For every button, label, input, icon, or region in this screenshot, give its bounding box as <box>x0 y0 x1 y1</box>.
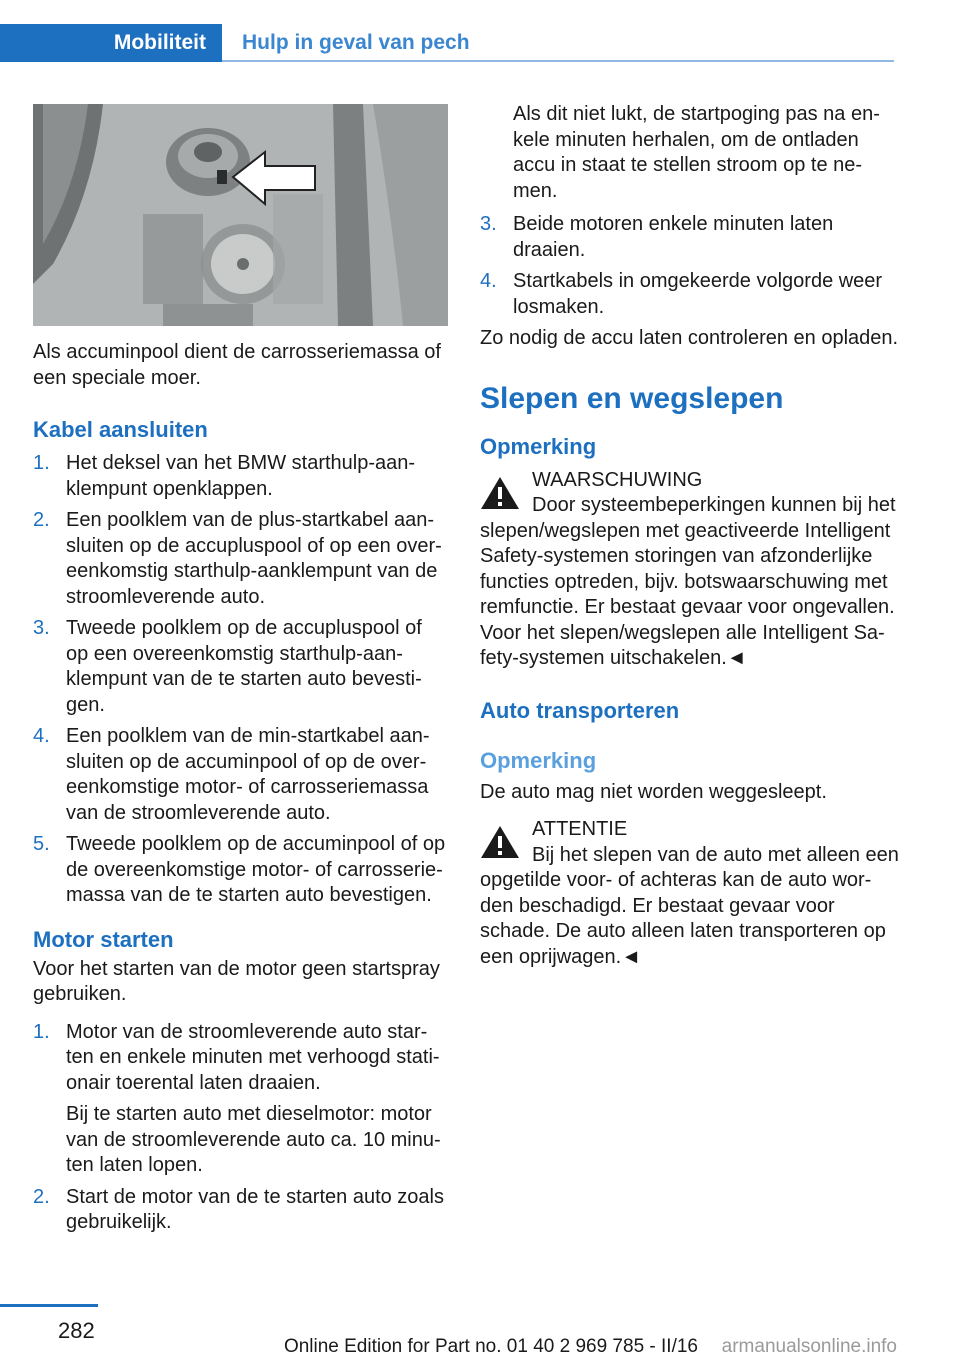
slepen-heading: Slepen en wegslepen <box>480 381 784 415</box>
step-text: Startkabels in omgekeerde volgorde weer losmaken. <box>513 270 883 318</box>
step-text: Het deksel van het BMW starthulp-aan-klempunt openklappen. <box>66 452 416 500</box>
chapter-label: Hulp in geval van pech <box>242 31 470 54</box>
list-item <box>480 212 900 263</box>
chapter-tab[interactable] <box>222 24 470 62</box>
page-header <box>0 0 960 62</box>
kabel-steps-list <box>33 451 448 909</box>
continued-steps-list <box>480 212 900 320</box>
motor-intro: Voor het starten van de motor geen startspray gebruiken. <box>33 957 440 1005</box>
step-text: Beide motoren enkele minuten laten draaien. <box>513 213 834 261</box>
opmerking-heading: Opmerking <box>480 433 597 459</box>
after-steps-text: Zo nodig de accu laten controleren en opladen. <box>480 327 899 349</box>
engine-bay-photo <box>33 104 448 326</box>
list-item <box>33 451 448 502</box>
list-item <box>33 1185 448 1236</box>
transport-text: De auto mag niet worden weggesleept. <box>480 780 827 803</box>
opmerking-subheading: Opmerking <box>480 747 597 773</box>
list-item <box>33 832 448 909</box>
kabel-aansluiten-heading: Kabel aansluiten <box>33 417 208 442</box>
warning-title: WAARSCHUWING <box>532 468 703 491</box>
warning-block <box>480 468 900 672</box>
step-text: Start de motor van de te starten auto zoals gebruikelijk. <box>66 1185 444 1233</box>
list-item <box>33 724 448 826</box>
step-number: 2. <box>33 509 50 531</box>
continued-step-text: Als dit niet lukt, de startpoging pas na en-kele minuten herhalen, om de ontladen accu in staat te stellen stroom op te ne-men. <box>513 103 880 202</box>
step-number: 3. <box>33 617 50 639</box>
warning-triangle-icon <box>480 476 520 510</box>
section-tab[interactable] <box>0 24 222 62</box>
step-number: 5. <box>33 833 50 855</box>
list-item <box>33 616 448 718</box>
step-text: Tweede poolklem op de accuminpool of op de overeenkomstige motor- of carrosserie-massa van de te starten auto bevestigen. <box>66 833 446 906</box>
step-number: 4. <box>480 270 497 292</box>
step-text: Een poolklem van de plus-startkabel aan-sluiten op de accupluspool of op een over-eenkomstig starthulp-aanklempunt van de stroomleverende auto. <box>66 509 442 608</box>
step-subtext: Bij te starten auto met dieselmotor: motor van de stroomleverende auto ca. 10 minu-ten laten lopen. <box>66 1103 441 1176</box>
attention-block <box>480 817 900 970</box>
auto-transporteren-heading: Auto transporteren <box>480 697 680 723</box>
step-number: 4. <box>33 725 50 747</box>
motor-steps-list <box>33 1020 448 1236</box>
attention-text: Bij het slepen van de auto met alleen een opgetilde voor- of achteras kan de auto wor-den beschadigd. Er bestaat gevaar voor schade. De auto alleen laten transporteren op een oprijwagen.◄ <box>480 843 899 968</box>
step-number: 3. <box>480 213 497 235</box>
left-column <box>33 100 448 1242</box>
section-label: Mobiliteit <box>113 31 206 54</box>
list-item <box>33 1020 448 1179</box>
page-number: 282 <box>58 1318 95 1343</box>
motor-starten-heading: Motor starten <box>33 926 174 952</box>
step-text: Een poolklem van de min-startkabel aan-sluiten op de accuminpool of op de over-eenkomstige motor- of carrosseriemassa van de stroomleverende auto. <box>66 725 430 824</box>
step-text: Motor van de stroomleverende auto star-ten en enkele minuten met verhoogd stati-onair toerental laten draaien. <box>66 1020 440 1094</box>
list-item <box>33 508 448 610</box>
watermark-text: armanualsonline.info <box>721 1336 897 1357</box>
step-number: 1. <box>33 452 50 474</box>
warning-text: Door systeembeperkingen kunnen bij het slepen/wegslepen met geactiveerde Intelligent Safety-systemen storingen van afzonderlijke functies optreden, bijv. botswaarschuwing met remfunctie. Er bestaat gevaar voor ongevallen. Voor het slepen/wegslepen alle Intelligent Sa-fety-systemen uitschakelen.◄ <box>480 494 896 669</box>
right-column <box>480 100 900 970</box>
attention-triangle-icon <box>480 825 520 859</box>
footer-accent-bar <box>0 1304 98 1307</box>
engine-bay-illustration <box>33 104 448 326</box>
attention-title: ATTENTIE <box>532 818 628 840</box>
photo-caption: Als accuminpool dient de carrosseriemassa of een speciale moer. <box>33 341 441 389</box>
list-item <box>480 269 900 320</box>
header-divider <box>222 60 894 62</box>
step-number: 2. <box>33 1185 50 1208</box>
step-text: Tweede poolklem op de accupluspool of op een overeenkomstig starthulp-aan-klempunt van de te starten auto bevesti-gen. <box>66 617 422 716</box>
edition-text: Online Edition for Part no. 01 40 2 969 785 - II/16 <box>283 1336 698 1357</box>
step-number: 1. <box>33 1020 50 1043</box>
